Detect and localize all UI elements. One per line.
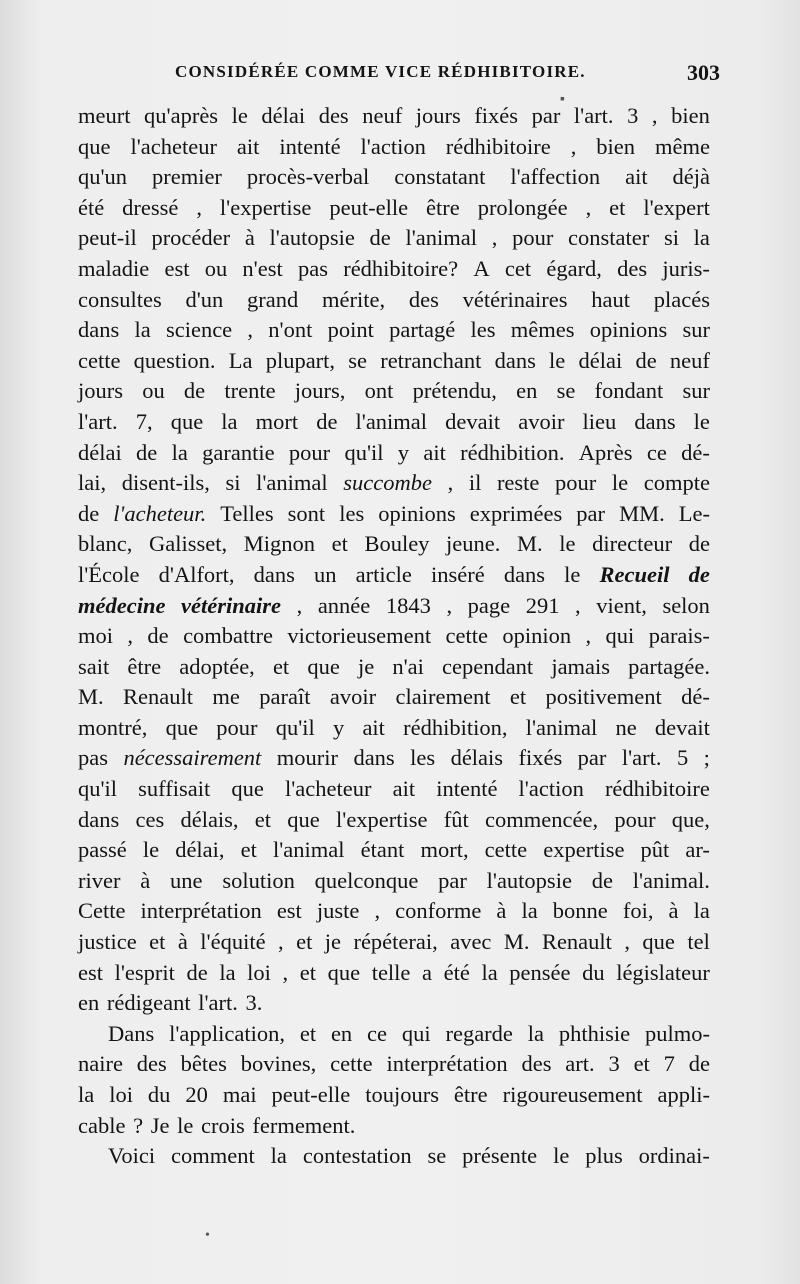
text-line: peut-il procéder à l'autopsie de l'animal , pour constater si la	[78, 225, 710, 251]
print-speck: •	[205, 1228, 210, 1243]
text-line: justice et à l'équité , et je répéterai, avec M. Renault , que tel	[78, 929, 710, 955]
text-line: Dans l'application, et en ce qui regarde la phthisie pulmo-	[108, 1020, 710, 1046]
text-line: lai, disent-ils, si l'animal succombe , il reste pour le compte	[78, 470, 710, 496]
text-line: l'École d'Alfort, dans un article inséré dans le Recueil de	[78, 561, 710, 587]
text-line: jours ou de trente jours, ont prétendu, en se fondant sur	[78, 378, 710, 404]
text-line: montré, que pour qu'il y ait rédhibition, l'animal ne devait	[78, 714, 710, 740]
text-line: Voici comment la contestation se présente le plus ordinai-	[108, 1143, 710, 1169]
text-line: maladie est ou n'est pas rédhibitoire? A cet égard, des juris-	[78, 255, 710, 281]
running-header	[175, 62, 720, 92]
text-line: M. Renault me paraît avoir clairement et positivement dé-	[78, 684, 710, 710]
running-title: CONSIDÉRÉE COMME VICE RÉDHIBITOIRE.	[175, 62, 586, 81]
text-line: médecine vétérinaire , année 1843 , page 291 , vient, selon	[78, 592, 710, 618]
text-line: naire des bêtes bovines, cette interprétation des art. 3 et 7 de	[78, 1051, 710, 1077]
text-line: cette question. La plupart, se retranchant dans le délai de neuf	[78, 347, 710, 373]
text-line: qu'il suffisait que l'acheteur ait intenté l'action rédhibitoire	[78, 776, 710, 802]
text-line: délai de la garantie pour qu'il y ait rédhibition. Après ce dé-	[78, 439, 710, 465]
text-line: moi , de combattre victorieusement cette opinion , qui parais-	[78, 623, 710, 649]
text-line: passé le délai, et l'animal étant mort, cette expertise pût ar-	[78, 837, 710, 863]
text-line: consultes d'un grand mérite, des vétérinaires haut placés	[78, 286, 710, 312]
text-line: dans ces délais, et que l'expertise fût commencée, pour que,	[78, 806, 710, 832]
text-line: blanc, Galisset, Mignon et Bouley jeune. M. le directeur de	[78, 531, 710, 557]
text-line: l'art. 7, que la mort de l'animal devait avoir lieu dans le	[78, 408, 710, 434]
text-line: river à une solution quelconque par l'autopsie de l'animal.	[78, 867, 710, 893]
text-line: Cette interprétation est juste , conforme à la bonne foi, à la	[78, 898, 710, 924]
text-line: en rédigeant l'art. 3.	[78, 990, 263, 1016]
text-line: été dressé , l'expertise peut-elle être prolongée , et l'expert	[78, 194, 710, 220]
text-line: que l'acheteur ait intenté l'action rédhibitoire , bien même	[78, 133, 710, 159]
text-line: est l'esprit de la loi , et que telle a été la pensée du législateur	[78, 959, 710, 985]
text-line: dans la science , n'ont point partagé les mêmes opinions sur	[78, 317, 710, 343]
page-number: 303	[687, 60, 720, 85]
print-speck: ▪	[560, 92, 565, 107]
text-line: cable ? Je le crois fermement.	[78, 1112, 356, 1138]
body-text	[78, 101, 710, 1172]
text-line: la loi du 20 mai peut-elle toujours être rigoureusement appli-	[78, 1082, 710, 1107]
text-line: qu'un premier procès-verbal constatant l'affection ait déjà	[78, 164, 710, 190]
text-line: pas nécessairement mourir dans les délais fixés par l'art. 5 ;	[78, 745, 710, 771]
text-line: de l'acheteur. Telles sont les opinions exprimées par MM. Le-	[78, 500, 710, 526]
text-line: sait être adoptée, et que je n'ai cependant jamais partagée.	[78, 653, 710, 679]
text-line: meurt qu'après le délai des neuf jours fixés par l'art. 3 , bien	[78, 103, 710, 128]
